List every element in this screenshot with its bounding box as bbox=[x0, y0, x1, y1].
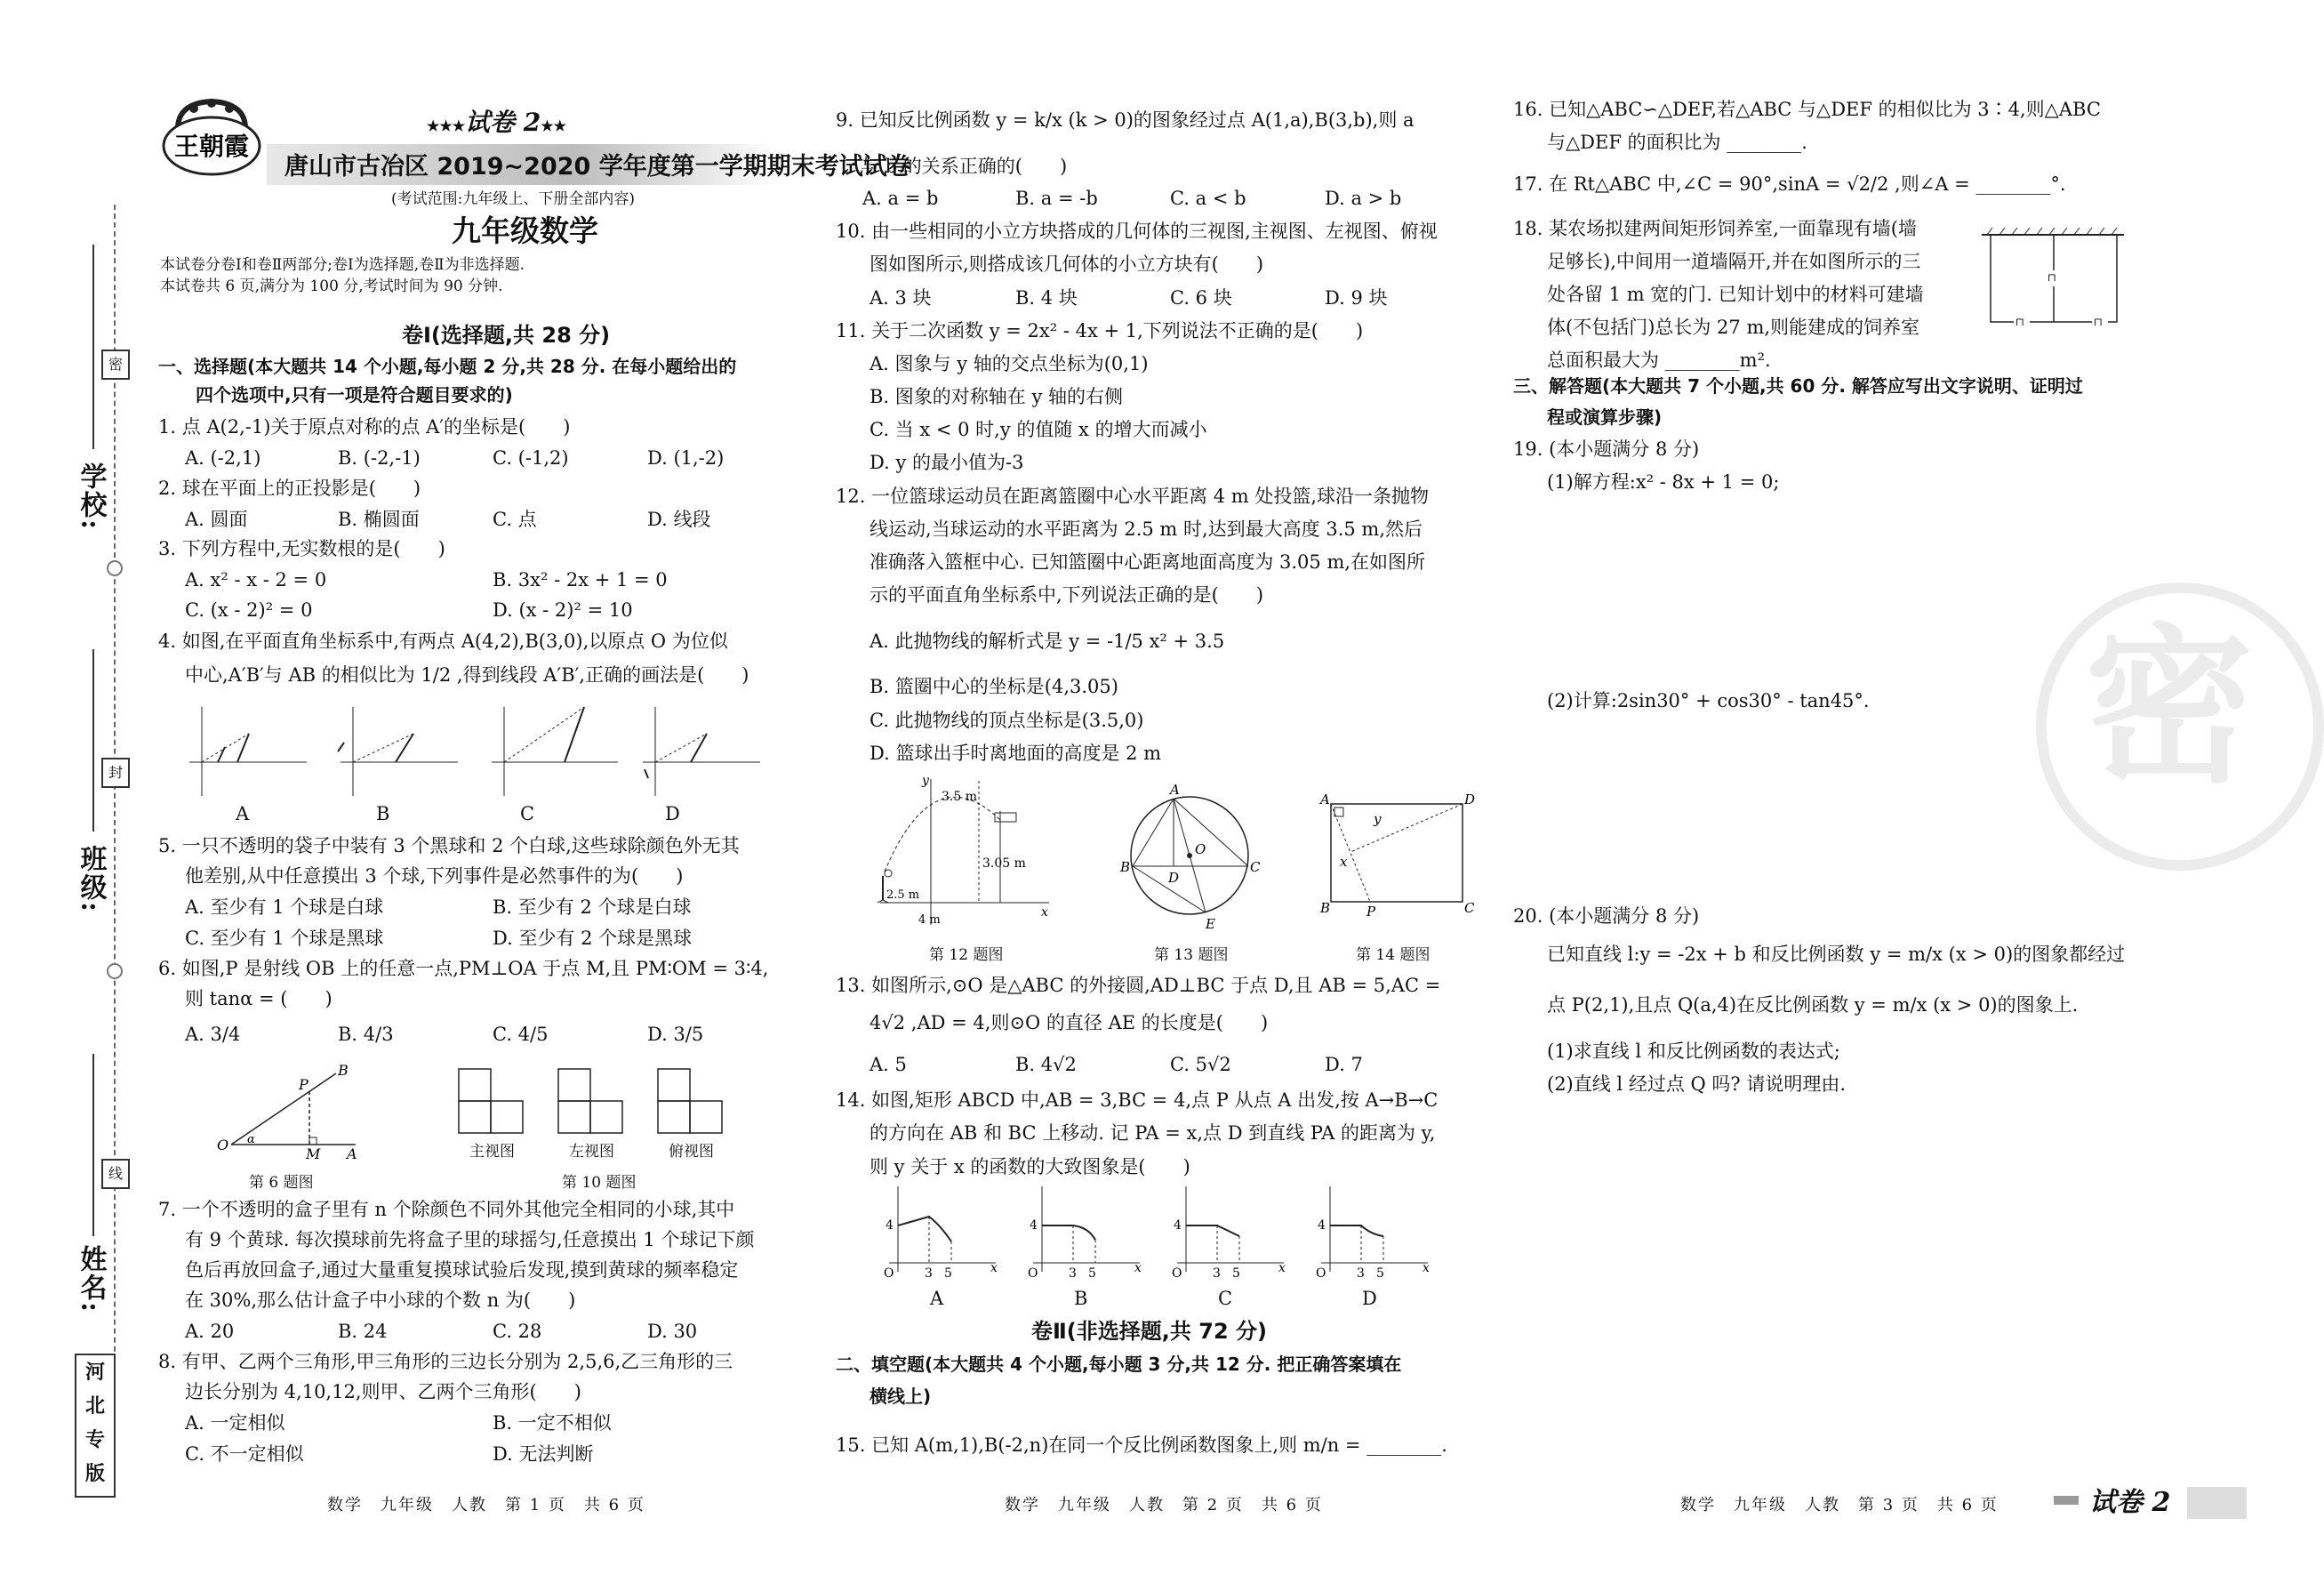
q3-option-b[interactable]: B. 3x² - 2x + 1 = 0 bbox=[493, 569, 668, 591]
q5-option-a[interactable]: A. 至少有 1 个球是白球 bbox=[185, 896, 384, 918]
q5-option-d[interactable]: D. 至少有 2 个球是黑球 bbox=[493, 928, 693, 949]
svg-text:x: x bbox=[1340, 854, 1348, 870]
svg-text:A: A bbox=[1170, 782, 1180, 798]
q7-option-d[interactable]: D. 30 bbox=[647, 1321, 698, 1342]
q10-option-b[interactable]: B. 4 块 bbox=[1015, 287, 1078, 309]
exam-scope: (考试范围:九年级上、下册全部内容) bbox=[391, 190, 635, 208]
name-label: 姓名: bbox=[75, 1245, 107, 1314]
q4-label-a[interactable]: A bbox=[236, 803, 250, 824]
svg-text:O: O bbox=[884, 1266, 894, 1281]
q8-option-c[interactable]: C. 不一定相似 bbox=[185, 1443, 304, 1465]
q2-option-c[interactable]: C. 点 bbox=[493, 509, 537, 530]
svg-text:x: x bbox=[1041, 905, 1048, 920]
q14-stem-1: 14. 如图,矩形 ABCD 中,AB = 3,BC = 4,点 P 从点 A 出发,按 A→B→C bbox=[836, 1089, 1438, 1111]
q5-option-b[interactable]: B. 至少有 2 个球是白球 bbox=[493, 896, 692, 918]
svg-text:C: C bbox=[1250, 859, 1261, 875]
svg-text:3: 3 bbox=[1357, 1266, 1365, 1281]
q4-label-d[interactable]: D bbox=[665, 803, 680, 824]
fig6-caption: 第 6 题图 bbox=[249, 1174, 314, 1192]
q1-option-a[interactable]: A. (-2,1) bbox=[185, 447, 261, 469]
q5-stem-1: 5. 一只不透明的袋子中装有 3 个黑球和 2 个白球,这些球除颜色外无其 bbox=[158, 835, 740, 856]
svg-text:D: D bbox=[1168, 870, 1180, 886]
top-view-label: 俯视图 bbox=[669, 1143, 714, 1161]
svg-text:O: O bbox=[1028, 1266, 1038, 1281]
q11-option-a[interactable]: A. 图象与 y 轴的交点坐标为(0,1) bbox=[869, 353, 1149, 374]
svg-text:⊓: ⊓ bbox=[2048, 271, 2057, 284]
svg-text:M: M bbox=[306, 1145, 321, 1162]
punch-hole bbox=[107, 560, 123, 576]
q3-option-d[interactable]: D. (x - 2)² = 10 bbox=[493, 599, 633, 621]
q4-label-b[interactable]: B bbox=[376, 803, 390, 824]
fig12-diagram bbox=[867, 774, 1058, 929]
q12-option-a[interactable]: A. 此抛物线的解析式是 y = -1/5 x² + 3.5 bbox=[869, 631, 1225, 652]
q14-graph-b bbox=[1028, 1186, 1142, 1281]
q15-stem: 15. 已知 A(m,1),B(-2,n)在同一个反比例函数图象上,则 m/n = ________. bbox=[836, 1434, 1447, 1456]
svg-text:5: 5 bbox=[1088, 1266, 1096, 1281]
q8-stem-2: 边长分别为 4,10,12,则甲、乙两个三角形( ) bbox=[185, 1381, 581, 1402]
svg-text:3: 3 bbox=[1069, 1266, 1077, 1281]
svg-text:x: x bbox=[1278, 1261, 1286, 1275]
section3-intro: 三、解答题(本大题共 7 个小题,共 60 分. 解答应写出文字说明、证明过 bbox=[1513, 375, 2083, 397]
q12-option-b[interactable]: B. 篮圈中心的坐标是(4,3.05) bbox=[869, 676, 1118, 697]
front-view-label: 主视图 bbox=[469, 1143, 515, 1161]
q8-option-d[interactable]: D. 无法判断 bbox=[493, 1443, 594, 1465]
q20-stem-2: 点 P(2,1),且点 Q(a,4)在反比例函数 y = m/x (x > 0)的图象上. bbox=[1547, 994, 2079, 1016]
q3-stem: 3. 下列方程中,无实数根的是( ) bbox=[158, 538, 445, 559]
q2-option-d[interactable]: D. 线段 bbox=[647, 509, 711, 530]
svg-text:y: y bbox=[1374, 811, 1382, 827]
section1-intro2: 四个选项中,只有一项是符合题目要求的) bbox=[196, 384, 513, 406]
q10-option-d[interactable]: D. 9 块 bbox=[1325, 287, 1388, 309]
svg-text:4: 4 bbox=[886, 1218, 894, 1233]
section1-title: 卷Ⅰ(选择题,共 28 分) bbox=[402, 323, 611, 348]
intro-line2: 本试卷共 6 页,满分为 100 分,考试时间为 90 分钟. bbox=[160, 277, 503, 295]
binding-dashed-line bbox=[114, 205, 116, 1432]
q4-graph-a bbox=[189, 707, 307, 796]
seal-mi: 密 bbox=[101, 350, 130, 380]
svg-text:O: O bbox=[1195, 841, 1206, 857]
q13-option-a[interactable]: A. 5 bbox=[869, 1054, 907, 1075]
q7-option-a[interactable]: A. 20 bbox=[185, 1321, 235, 1342]
q11-option-d[interactable]: D. y 的最小值为-3 bbox=[869, 452, 1024, 473]
q7-stem-4: 在 30%,那么估计盒子中小球的个数 n 为( ) bbox=[185, 1290, 576, 1311]
seal-xian: 线 bbox=[101, 1159, 130, 1189]
svg-text:王朝霞: 王朝霞 bbox=[173, 132, 250, 161]
q6-stem-2: 则 tanα = ( ) bbox=[185, 988, 333, 1009]
punch-hole bbox=[107, 963, 123, 979]
school-blank[interactable] bbox=[92, 245, 94, 449]
q19-answer-space-2[interactable] bbox=[1547, 720, 2045, 898]
q2-stem: 2. 球在平面上的正投影是( ) bbox=[158, 478, 421, 499]
footer-page2: 数学 九年级 人教 第 2 页 共 6 页 bbox=[1005, 1496, 1323, 1515]
svg-text:3.05 m: 3.05 m bbox=[982, 856, 1026, 871]
footer-page1: 数学 九年级 人教 第 1 页 共 6 页 bbox=[327, 1496, 645, 1515]
svg-text:3: 3 bbox=[1213, 1266, 1221, 1281]
q18-stem-3: 处各留 1 m 宽的门. 已知计划中的材料可建墙 bbox=[1547, 284, 1924, 305]
svg-text:O: O bbox=[1172, 1266, 1182, 1281]
corner-bar bbox=[2187, 1487, 2247, 1519]
exam-title: 唐山市古冶区 2019~2020 学年度第一学期期末考试试卷 bbox=[284, 153, 911, 181]
q10-option-a[interactable]: A. 3 块 bbox=[869, 287, 932, 309]
q3-option-c[interactable]: C. (x - 2)² = 0 bbox=[185, 599, 313, 621]
q14-stem-3: 则 y 关于 x 的函数的大致图象是( ) bbox=[869, 1156, 1190, 1177]
exam-tag: ★★★试卷 2★★ bbox=[427, 108, 566, 137]
svg-text:4 m: 4 m bbox=[918, 913, 941, 927]
svg-text:⊓: ⊓ bbox=[2094, 316, 2104, 328]
q7-option-b[interactable]: B. 24 bbox=[338, 1321, 388, 1342]
q14-label-b[interactable]: B bbox=[1074, 1288, 1088, 1309]
q5-stem-2: 他差别,从中任意摸出 3 个球,下列事件是必然事件的为( ) bbox=[185, 865, 684, 887]
q4-label-c[interactable]: C bbox=[520, 803, 535, 824]
fig14-caption: 第 14 题图 bbox=[1356, 946, 1430, 964]
q11-option-c[interactable]: C. 当 x < 0 时,y 的值随 x 的增大而减小 bbox=[869, 419, 1207, 440]
footer-page3: 数学 九年级 人教 第 3 页 共 6 页 bbox=[1680, 1496, 1999, 1515]
q16-stem-2: 与△DEF 的面积比为 ________. bbox=[1547, 132, 1807, 153]
q13-stem-2: 4√2 ,AD = 4,则⊙O 的直径 AE 的长度是( ) bbox=[869, 1012, 1269, 1033]
q18-diagram bbox=[1978, 224, 2129, 340]
q18-stem-5: 总面积最大为 ________m². bbox=[1547, 350, 1771, 371]
fig12-caption: 第 12 题图 bbox=[929, 946, 1004, 964]
svg-text:B: B bbox=[338, 1062, 349, 1079]
q2-option-a[interactable]: A. 圆面 bbox=[185, 509, 248, 530]
svg-text:5: 5 bbox=[944, 1266, 952, 1281]
section1-intro: 一、选择题(本大题共 14 个小题,每小题 2 分,共 28 分. 在每小题给出的 bbox=[158, 356, 737, 377]
brand-logo bbox=[158, 96, 265, 181]
q18-stem-2: 足够长),中间用一道墙隔开,并在如图所示的三 bbox=[1547, 251, 1921, 272]
watermark-char: 密 bbox=[2085, 607, 2255, 806]
q9-option-b[interactable]: B. a = -b bbox=[1015, 188, 1098, 209]
q1-option-d[interactable]: D. (1,-2) bbox=[647, 447, 725, 469]
q11-stem: 11. 关于二次函数 y = 2x² - 4x + 1,下列说法不正确的是( ) bbox=[836, 320, 1364, 342]
svg-text:x: x bbox=[990, 1261, 998, 1275]
svg-text:E: E bbox=[1206, 916, 1215, 932]
svg-text:3: 3 bbox=[925, 1266, 933, 1281]
section2-intro: 二、填空题(本大题共 4 个小题,每小题 3 分,共 12 分. 把正确答案填在 bbox=[836, 1354, 1402, 1375]
top-view bbox=[658, 1069, 722, 1133]
q14-graph-c bbox=[1172, 1186, 1286, 1281]
q4-stem-1: 4. 如图,在平面直角坐标系中,有两点 A(4,2),B(3,0),以原点 O 为位似 bbox=[158, 631, 728, 652]
q9-option-d[interactable]: D. a > b bbox=[1325, 188, 1402, 209]
q7-stem-1: 7. 一个不透明的盒子里有 n 个除颜色不同外其他完全相同的小球,其中 bbox=[158, 1199, 735, 1220]
svg-text:3.5 m: 3.5 m bbox=[942, 790, 977, 804]
q12-option-c[interactable]: C. 此抛物线的顶点坐标是(3.5,0) bbox=[869, 710, 1144, 731]
fig14-diagram bbox=[1320, 791, 1476, 920]
name-blank[interactable] bbox=[92, 1054, 94, 1236]
q20-part2: (2)直线 l 经过点 Q 吗? 请说明理由. bbox=[1547, 1073, 1846, 1095]
q6-stem-1: 6. 如图,P 是射线 OB 上的任意一点,PM⊥OA 于点 M,且 PM∶OM = 3∶4, bbox=[158, 958, 769, 979]
q7-stem-3: 色后再放回盒子,通过大量重复摸球试验后发现,摸到黄球的频率稳定 bbox=[185, 1259, 739, 1281]
q11-option-b[interactable]: B. 图象的对称轴在 y 轴的右侧 bbox=[869, 386, 1123, 407]
subject-title: 九年级数学 bbox=[452, 213, 598, 248]
q13-option-c[interactable]: C. 5√2 bbox=[1170, 1054, 1231, 1075]
q9-stem-1: 9. 已知反比例函数 y = k/x (k > 0)的图象经过点 A(1,a),B(3,b),则 a bbox=[836, 109, 1414, 131]
q6-option-d[interactable]: D. 3/5 bbox=[647, 1024, 704, 1045]
q12-stem-1: 12. 一位篮球运动员在距离篮圈中心水平距离 4 m 处投篮,球沿一条抛物 bbox=[836, 486, 1430, 507]
svg-text:x: x bbox=[1422, 1261, 1430, 1275]
fig6-diagram bbox=[213, 1063, 373, 1161]
q12-stem-2: 线运动,当球运动的水平距离为 2.5 m 时,达到最大高度 3.5 m,然后 bbox=[869, 518, 1423, 540]
corner-deco bbox=[2054, 1496, 2079, 1505]
q19-answer-space-1[interactable] bbox=[1547, 498, 2045, 676]
class-blank[interactable] bbox=[92, 649, 94, 832]
front-view bbox=[459, 1069, 523, 1133]
q14-label-a[interactable]: A bbox=[930, 1288, 944, 1309]
q19-part1: (1)解方程:x² - 8x + 1 = 0; bbox=[1547, 471, 1780, 493]
q14-graphs bbox=[880, 1183, 1449, 1281]
q7-option-c[interactable]: C. 28 bbox=[493, 1321, 542, 1342]
svg-text:A: A bbox=[347, 1145, 357, 1162]
svg-text:C: C bbox=[1464, 900, 1475, 916]
q20-part1: (1)求直线 l 和反比例函数的表达式; bbox=[1547, 1041, 1840, 1062]
left-view-label: 左视图 bbox=[569, 1143, 614, 1161]
q4-graphs bbox=[182, 698, 796, 809]
left-view bbox=[558, 1069, 622, 1133]
svg-text:x: x bbox=[1134, 1261, 1142, 1275]
q14-graph-a bbox=[884, 1186, 998, 1281]
class-label: 班级: bbox=[75, 845, 107, 914]
q13-stem-1: 13. 如图所示,⊙O 是△ABC 的外接圆,AD⊥BC 于点 D,且 AB = 5,AC = bbox=[836, 975, 1441, 996]
svg-text:4: 4 bbox=[1030, 1218, 1038, 1233]
q9-option-c[interactable]: C. a < b bbox=[1170, 188, 1246, 209]
q18-stem-1: 18. 某农场拟建两间矩形饲养室,一面靠现有墙(墙 bbox=[1513, 218, 1917, 239]
svg-text:α: α bbox=[247, 1133, 255, 1146]
svg-text:O: O bbox=[1316, 1266, 1326, 1281]
svg-text:B: B bbox=[1120, 859, 1131, 875]
q4-graph-b bbox=[338, 707, 458, 796]
q9-stem-2: 与 b 的关系正确的( ) bbox=[861, 156, 1068, 177]
section2-intro2: 横线上) bbox=[869, 1386, 932, 1407]
corner-tag: 试卷 2 bbox=[2089, 1487, 2171, 1518]
section3-intro2: 程或演算步骤) bbox=[1547, 406, 1663, 428]
svg-text:P: P bbox=[1366, 904, 1376, 920]
svg-text:5: 5 bbox=[1232, 1266, 1240, 1281]
q4-graph-c bbox=[492, 707, 618, 796]
q16-stem-1: 16. 已知△ABC∽△DEF,若△ABC 与△DEF 的相似比为 3∶4,则△ABC bbox=[1513, 99, 2101, 120]
svg-text:O: O bbox=[217, 1137, 229, 1153]
q9-option-a[interactable]: A. a = b bbox=[862, 188, 939, 209]
svg-text:⊓: ⊓ bbox=[2015, 316, 2025, 328]
svg-text:4: 4 bbox=[1318, 1218, 1326, 1233]
q19-title: 19. (本小题满分 8 分) bbox=[1513, 438, 1700, 460]
svg-text:y: y bbox=[922, 774, 929, 788]
q19-part2: (2)计算:2sin30° + cos30° - tan45°. bbox=[1547, 690, 1870, 711]
q8-option-b[interactable]: B. 一定不相似 bbox=[493, 1412, 612, 1434]
q12-stem-3: 准确落入篮框中心. 已知篮圈中心距离地面高度为 3.05 m,在如图所 bbox=[869, 551, 1426, 573]
q6-option-a[interactable]: A. 3/4 bbox=[185, 1024, 241, 1045]
q12-option-d[interactable]: D. 篮球出手时离地面的高度是 2 m bbox=[869, 743, 1162, 764]
q1-stem: 1. 点 A(2,-1)关于原点对称的点 A′的坐标是( ) bbox=[158, 416, 571, 438]
school-label: 学校: bbox=[75, 462, 107, 532]
svg-text:B: B bbox=[1320, 900, 1331, 916]
q10-stem-2: 图如图所示,则搭成该几何体的小立方块有( ) bbox=[869, 253, 1264, 275]
q2-option-b[interactable]: B. 椭圆面 bbox=[338, 509, 420, 530]
q13-option-b[interactable]: B. 4√2 bbox=[1015, 1054, 1077, 1075]
q12-stem-4: 示的平面直角坐标系中,下列说法正确的是( ) bbox=[869, 584, 1264, 606]
q4-graph-d bbox=[643, 707, 760, 796]
q3-option-a[interactable]: A. x² - x - 2 = 0 bbox=[185, 569, 327, 591]
q20-title: 20. (本小题满分 8 分) bbox=[1513, 905, 1700, 927]
q14-label-c[interactable]: C bbox=[1218, 1288, 1233, 1309]
intro-line1: 本试卷分卷Ⅰ和卷Ⅱ两部分;卷Ⅰ为选择题,卷Ⅱ为非选择题. bbox=[160, 256, 525, 274]
q6-option-c[interactable]: C. 4/5 bbox=[493, 1024, 549, 1045]
q20-stem-1: 已知直线 l:y = -2x + b 和反比例函数 y = m/x (x > 0)的图象都经过 bbox=[1547, 944, 2126, 965]
q10-stem-1: 10. 由一些相同的小立方块搭成的几何体的三视图,主视图、左视图、俯视 bbox=[836, 221, 1438, 242]
svg-text:A: A bbox=[1320, 791, 1330, 808]
q18-stem-4: 体(不包括门)总长为 27 m,则能建成的饲养室 bbox=[1547, 317, 1920, 338]
svg-text:4: 4 bbox=[1174, 1218, 1182, 1233]
section2-title: 卷Ⅱ(非选择题,共 72 分) bbox=[1031, 1319, 1267, 1344]
q13-option-d[interactable]: D. 7 bbox=[1325, 1054, 1363, 1075]
q14-stem-2: 的方向在 AB 和 BC 上移动. 记 PA = x,点 D 到直线 PA 的距离为 y, bbox=[869, 1122, 1436, 1144]
svg-text:2.5 m: 2.5 m bbox=[886, 888, 920, 902]
fig10-caption: 第 10 题图 bbox=[562, 1174, 637, 1192]
q8-stem-1: 8. 有甲、乙两个三角形,甲三角形的三边长分别为 2,5,6,乙三角形的三 bbox=[158, 1351, 733, 1372]
q10-option-c[interactable]: C. 6 块 bbox=[1170, 287, 1232, 309]
q8-option-a[interactable]: A. 一定相似 bbox=[185, 1412, 285, 1434]
q4-stem-2: 中心,A′B′与 AB 的相似比为 1/2 ,得到线段 A′B′,正确的画法是( ) bbox=[185, 664, 749, 686]
fig13-diagram bbox=[1120, 783, 1262, 934]
q14-label-d[interactable]: D bbox=[1362, 1288, 1377, 1309]
q20-answer-space[interactable] bbox=[1547, 1107, 2134, 1463]
seal-feng: 封 bbox=[101, 758, 130, 788]
q14-graph-d bbox=[1316, 1186, 1430, 1281]
q7-stem-2: 有 9 个黄球. 每次摸球前先将盒子里的球摇匀,任意摸出 1 个球记下颜 bbox=[185, 1229, 755, 1250]
svg-text:D: D bbox=[1464, 791, 1476, 808]
svg-text:5: 5 bbox=[1376, 1266, 1384, 1281]
q1-option-c[interactable]: C. (-1,2) bbox=[493, 447, 569, 469]
q17-stem: 17. 在 Rt△ABC 中,∠C = 90°,sinA = √2/2 ,则∠A = ________°. bbox=[1513, 173, 2066, 195]
q5-option-c[interactable]: C. 至少有 1 个球是黑球 bbox=[185, 928, 384, 949]
q1-option-b[interactable]: B. (-2,-1) bbox=[338, 447, 421, 469]
fig13-caption: 第 13 题图 bbox=[1154, 946, 1229, 964]
province-badge: 河 北 专 版 bbox=[75, 1354, 116, 1498]
q6-option-b[interactable]: B. 4/3 bbox=[338, 1024, 394, 1045]
svg-text:P: P bbox=[299, 1076, 309, 1093]
